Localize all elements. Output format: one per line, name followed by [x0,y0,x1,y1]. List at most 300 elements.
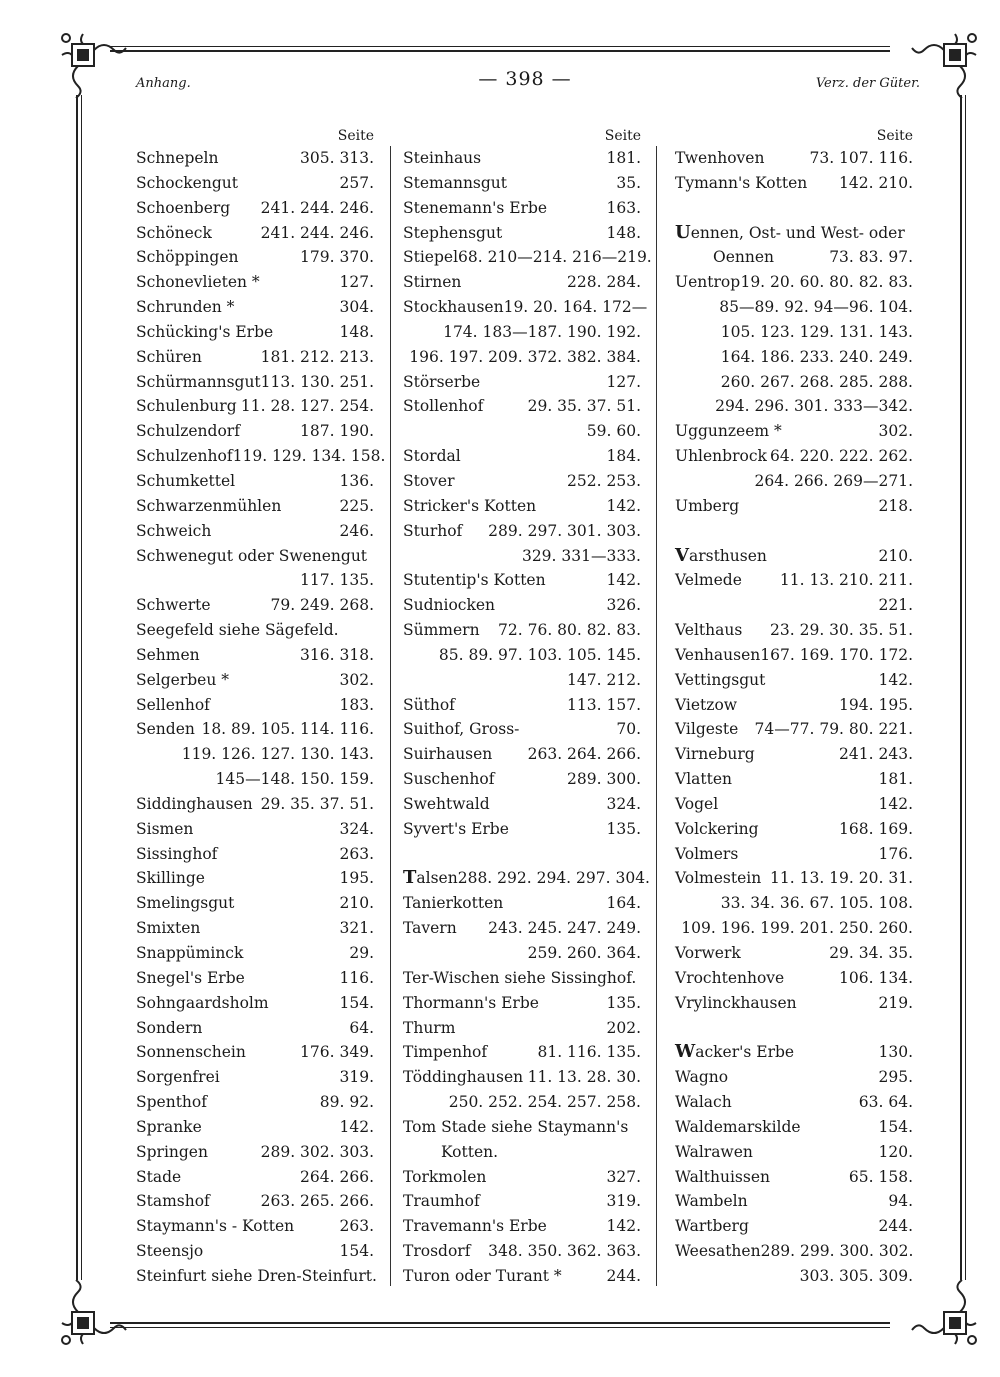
entry-name: Stover [403,471,455,490]
entry-pages: 164. [606,894,641,913]
entry-name: Stemannsgut [403,173,508,192]
entry-pages: 244. [606,1266,641,1285]
index-entry [403,270,641,295]
entry-name: Sellenhof [136,695,210,714]
entry-name: Tom Stade siehe Staymann's [403,1117,629,1136]
index-entry [675,370,913,395]
entry-name: Sondern [136,1018,203,1037]
section-initial: U [675,221,691,243]
entry-name: Schöppingen [136,248,239,267]
entry-name: Varsthusen [675,544,767,566]
entry-pages: 19. 20. 60. 80. 82. 83. [740,273,913,292]
entry-name: Traumhof [403,1192,480,1211]
entry-pages: 316. 318. [300,645,374,664]
index-entry [136,643,374,668]
entry-name: Uennen, Ost- und West- oder [675,221,905,243]
entry-pages: 187. 190. [300,422,374,441]
entry-pages: 64. [349,1018,374,1037]
index-entry [675,1214,913,1239]
entry-name: Sturhof [403,521,463,540]
entry-name: Vrylinckhausen [675,993,797,1012]
entry-name: Töddinghausen [403,1068,524,1087]
entry-name: Weesathen [675,1242,761,1261]
entry-name: Tymann's Kotten [675,173,808,192]
index-entry [403,618,641,643]
entry-name: Timpenhof [403,1043,488,1062]
entry-pages: 289. 302. 303. [260,1142,374,1161]
entry-name: Wartberg [675,1217,749,1236]
entry-pages: 324. [606,794,641,813]
index-entry [675,792,913,817]
index-entry [403,196,641,221]
index-entry [675,419,913,444]
entry-pages: 181. [606,149,641,167]
border-rule-top [110,50,890,52]
index-entry [675,643,913,668]
index-entry [403,1065,641,1090]
border-rule-right [960,95,962,1280]
index-entry [403,767,641,792]
index-entry [403,643,641,668]
entry-name: Vorwerk [675,944,741,962]
entry-pages: 184. [606,447,641,466]
entry-name: Stephensgut [403,223,503,242]
entry-name: Sudniocken [403,596,496,615]
entry-name: Venhausen [675,645,761,664]
entry-pages: 228. 284. [567,273,641,292]
index-entry [675,817,913,842]
index-entry [136,146,374,171]
entry-pages: 210. [878,546,913,565]
index-entry [403,1165,641,1190]
entry-name: Schwarzenmühlen [136,496,282,515]
entry-pages: 106. 134. [839,968,913,987]
entry-name: Sümmern [403,621,480,640]
index-entry [675,568,913,593]
entry-pages: 72. 76. 80. 82. 83. [498,621,641,640]
entry-pages: 85. 89. 97. 103. 105. 145. [438,645,641,664]
index-entry [675,941,913,966]
entry-pages: 109. 196. 199. 201. 250. 260. [681,919,913,938]
entry-pages: 81. 116. 135. [537,1043,641,1062]
entry-name: Springen [136,1142,208,1161]
index-column-2 [403,126,652,1289]
entry-name: Walthuissen [675,1167,770,1186]
index-entry [136,742,374,767]
entry-name: Stricker's Kotten [403,496,537,515]
entry-pages: 29. 35. 37. 51. [260,794,374,813]
entry-pages: 85—89. 92. 94—96. 104. [719,298,913,317]
entry-name: Schonevlieten * [136,273,260,292]
index-entry [675,618,913,643]
entry-pages: 302. [878,422,913,441]
border-rule-bottom [110,1327,890,1328]
entry-name: Stirnen [403,273,462,292]
entry-pages: 59. 60. [586,422,641,441]
entry-name: Stutentip's Kotten [403,571,546,590]
entry-pages: 142. [606,496,641,515]
entry-name: Siddinghausen [136,794,253,813]
index-column-1 [136,126,386,1289]
index-entry [403,593,641,618]
entry-pages: 241. 244. 246. [260,223,374,242]
index-entry [136,568,374,593]
entry-pages: 327. [606,1167,641,1186]
entry-pages: 295. [878,1068,913,1087]
index-entry [403,1214,641,1239]
index-entry [136,966,374,991]
entry-pages: 113. 130. 251. [260,372,375,391]
column-divider [656,146,657,1286]
entry-name: Schrunden * [136,298,235,317]
entry-pages: 154. [878,1117,913,1136]
entry-pages: 148. [606,223,641,242]
index-entry [675,1189,913,1214]
border-rule-top [110,46,890,47]
index-entry [136,270,374,295]
entry-pages: 89. 92. [319,1093,374,1112]
index-entry [403,693,641,718]
entry-name: Snegel's Erbe [136,968,245,987]
index-entry [136,469,374,494]
entry-name: Vietzow [675,695,738,714]
entry-name: Volmestein [675,869,762,888]
entry-pages: 120. [878,1142,913,1161]
entry-name: Schumkettel [136,471,236,490]
entry-name: Uhlenbrock [675,447,767,466]
index-entry [136,717,374,742]
entry-name: Skillinge [136,869,205,888]
entry-name: Schürmannsgut [136,372,261,391]
entry-name: Selgerbeu * [136,670,230,689]
entry-name: Stenemann's Erbe [403,198,548,217]
entry-pages: 29. 35. 37. 51. [527,397,641,416]
entry-pages: 219. [878,993,913,1012]
index-entry [675,544,913,569]
index-entry [675,767,913,792]
index-entry [136,1264,377,1289]
entry-pages: 259. 260. 364. [527,944,641,962]
entry-pages: 135. [606,993,641,1012]
index-entry [136,991,374,1016]
entry-name: Steensjo [136,1242,204,1261]
entry-pages: 142. [606,1217,641,1236]
index-entry [675,916,913,941]
page-number: — 398 — [478,68,572,90]
entry-pages: 117. 135. [300,571,374,590]
entry-pages: 305. 313. [300,149,374,167]
index-entry [136,196,374,221]
entry-pages: 33. 34. 36. 67. 105. 108. [720,894,913,913]
entry-pages: 264. 266. 269—271. [754,471,913,490]
entry-pages: 35. [616,173,641,192]
index-entry [136,767,374,792]
entry-name: Süthof [403,695,455,714]
index-entry [403,817,641,842]
entry-pages: 119. 126. 127. 130. 143. [181,745,374,764]
index-entry [675,668,913,693]
index-entry [136,444,386,469]
index-entry [136,544,374,569]
entry-pages: 142. [878,794,913,813]
entry-pages: 147. 212. [567,670,641,689]
entry-name: Schüren [136,347,202,366]
entry-pages: 18. 89. 105. 114. 116. [201,720,374,739]
border-rule-bottom [110,1322,890,1324]
index-entry [403,717,641,742]
index-entry [403,792,641,817]
index-entry [403,891,641,916]
entry-pages: 289. 299. 300. 302. [760,1242,914,1261]
entry-pages: 244. [878,1217,913,1236]
index-entry [403,519,641,544]
index-entry [136,668,374,693]
entry-pages: 241. 244. 246. [260,198,374,217]
index-entry [403,544,641,569]
entry-pages: 263. 264. 266. [527,745,641,764]
entry-pages: 257. [339,173,374,192]
index-entry [403,146,641,171]
corner-ornament-icon [910,1278,980,1348]
index-entry [675,1239,913,1264]
entry-name: Schücking's Erbe [136,322,274,341]
index-entry [675,345,913,370]
index-entry [136,1165,374,1190]
seite-heading: Seite [604,128,641,144]
entry-pages: 145—148. 150. 159. [215,770,374,789]
index-entry [136,941,374,966]
entry-pages: 142. [339,1117,374,1136]
index-entry [136,693,374,718]
entry-pages: 321. [339,919,374,938]
entry-name: Sohngaardsholm [136,993,269,1012]
section-initial: V [675,544,689,566]
entry-pages: 218. [878,496,913,515]
entry-pages: 183. [339,695,374,714]
entry-pages: 142. [606,571,641,590]
index-entry [675,270,913,295]
index-entry [675,1165,913,1190]
entry-pages: 252. 253. [567,471,641,490]
entry-name: Umberg [675,496,740,515]
entry-pages: 29. [349,944,374,962]
index-entry [675,320,913,345]
entry-pages: 94. [888,1192,913,1211]
section-initial: T [403,867,417,889]
entry-pages: 73. 83. 97. [829,248,913,267]
index-entry [136,1239,374,1264]
index-entry [403,419,641,444]
index-entry [675,245,913,270]
index-entry [136,1040,374,1065]
entry-name: Schöneck [136,223,212,242]
entry-name: Uentrop [675,273,741,292]
index-entry [403,444,641,469]
entry-pages: 195. [339,869,374,888]
entry-name: Thormann's Erbe [403,993,539,1012]
entry-pages: 260. 267. 268. 285. 288. [720,372,913,391]
index-entry [675,1065,913,1090]
entry-pages: 105. 123. 129. 131. 143. [720,322,913,341]
index-entry [675,171,913,196]
entry-pages: 263. 265. 266. [260,1192,374,1211]
entry-name: Schulzendorf [136,422,240,441]
entry-pages: 65. 158. [848,1167,913,1186]
index-entry [403,1239,641,1264]
entry-pages: 176. [878,844,913,863]
section-initial: W [675,1041,696,1063]
index-entry [675,742,913,767]
entry-pages: 288. 292. 294. 297. 304. [457,869,650,888]
entry-name: Swehtwald [403,794,490,813]
entry-name: Velthaus [675,621,743,640]
index-entry [675,1264,913,1289]
entry-name: Vilgeste [675,720,739,739]
entry-name: Steinhaus [403,149,482,167]
entry-pages: 163. [606,198,641,217]
entry-name: Syvert's Erbe [403,819,509,838]
entry-pages: 79. 249. 268. [270,596,374,615]
index-entry [136,618,374,643]
border-rule-left [81,95,82,1280]
entry-name: Snappüminck [136,944,244,962]
index-entry [403,991,641,1016]
entry-pages: 241. 243. [839,745,913,764]
index-entry [136,221,374,246]
index-entry [136,370,374,395]
entry-name: Staymann's - Kotten [136,1217,295,1236]
entry-name: Stamshof [136,1192,210,1211]
index-entry [403,1264,641,1289]
entry-pages: 135. [606,819,641,838]
entry-name: Travemann's Erbe [403,1217,547,1236]
entry-name: Wacker's Erbe [675,1041,795,1063]
section-gap [675,519,913,544]
entry-name: Ter-Wischen siehe Sissinghof. [403,968,637,987]
entry-pages: 70. [616,720,641,739]
index-entry [136,891,374,916]
index-entry [136,245,374,270]
entry-pages: 116. [339,968,374,987]
entry-pages: 264. 266. [300,1167,374,1186]
border-rule-right [965,95,966,1280]
entry-pages: 174. 183—187. 190. 192. [443,322,641,341]
entry-pages: 319. [606,1192,641,1211]
entry-pages: 181. 212. 213. [260,347,374,366]
entry-name: Turon oder Turant * [403,1266,562,1285]
index-entry [403,394,641,419]
entry-pages: 136. [339,471,374,490]
corner-ornament-icon [58,1278,128,1348]
running-head-right: Verz. der Güter. [815,76,920,91]
index-entry [136,1090,374,1115]
entry-pages: 176. 349. [300,1043,374,1062]
entry-pages: 73. 107. 116. [809,149,913,167]
entry-pages: 326. [606,596,641,615]
entry-name: Sehmen [136,645,200,664]
index-entry [675,866,913,891]
entry-name: Seegefeld siehe Sägefeld. [136,621,339,640]
entry-name: Tavern [403,919,457,938]
index-entry [403,1040,641,1065]
entry-pages: 210. [339,894,374,913]
entry-name: Sissinghof [136,844,218,863]
index-entry [403,494,641,519]
index-entry [403,668,641,693]
index-entry [675,469,913,494]
entry-name: Schulenburg [136,397,237,416]
index-entry [136,519,374,544]
entry-pages: 319. [339,1068,374,1087]
entry-name: Twenhoven [675,149,765,167]
entry-name: Vlatten [675,770,733,789]
entry-name: Waldemarskilde [675,1117,801,1136]
entry-pages: 324. [339,819,374,838]
index-entry [136,171,374,196]
entry-name: Velmede [675,571,742,590]
index-entry [403,742,641,767]
index-entry [136,916,374,941]
border-rule-left [76,95,78,1280]
index-entry [675,593,913,618]
entry-name: Oennen [713,248,775,267]
entry-name: Senden [136,720,195,739]
index-entry [136,792,374,817]
entry-name: Sorgenfrei [136,1068,220,1087]
entry-pages: 11. 28. 127. 254. [240,397,374,416]
entry-name: Stockhausen [403,298,504,317]
index-entry [136,842,374,867]
index-entry [136,1065,374,1090]
index-entry [675,295,913,320]
index-entry [403,221,641,246]
entry-pages: 294. 296. 301. 333—342. [715,397,913,416]
index-entry [675,444,913,469]
entry-name: Wagno [675,1068,729,1087]
entry-pages: 196. 197. 209. 372. 382. 384. [409,347,641,366]
index-entry [403,370,641,395]
entry-pages: 302. [339,670,374,689]
index-entry [403,568,641,593]
entry-pages: 11. 13. 210. 211. [779,571,913,590]
index-entry [403,1090,641,1115]
index-entry [136,1140,374,1165]
index-entry [136,320,374,345]
entry-name: Stiepel [403,248,459,267]
entry-name: Smixten [136,919,201,938]
entry-name: Stade [136,1167,182,1186]
entry-pages: 168. 169. [839,819,913,838]
entry-pages: 246. [339,521,374,540]
entry-pages: 23. 29. 30. 35. 51. [770,621,913,640]
index-entry [136,866,374,891]
index-entry [403,469,641,494]
entry-name: Spranke [136,1117,202,1136]
entry-pages: 194. 195. [839,695,913,714]
entry-name: Schulzenhof [136,447,233,466]
entry-pages: 130. [878,1043,913,1062]
index-entry [403,1140,641,1165]
entry-name: Walach [675,1093,732,1112]
index-entry [403,866,650,891]
entry-name: Schnepeln [136,149,219,167]
corner-ornament-icon [58,30,128,100]
index-entry [675,394,913,419]
entry-name: Virneburg [675,745,755,764]
entry-pages: 164. 186. 233. 240. 249. [720,347,913,366]
section-gap [675,196,913,221]
entry-pages: 202. [606,1018,641,1037]
